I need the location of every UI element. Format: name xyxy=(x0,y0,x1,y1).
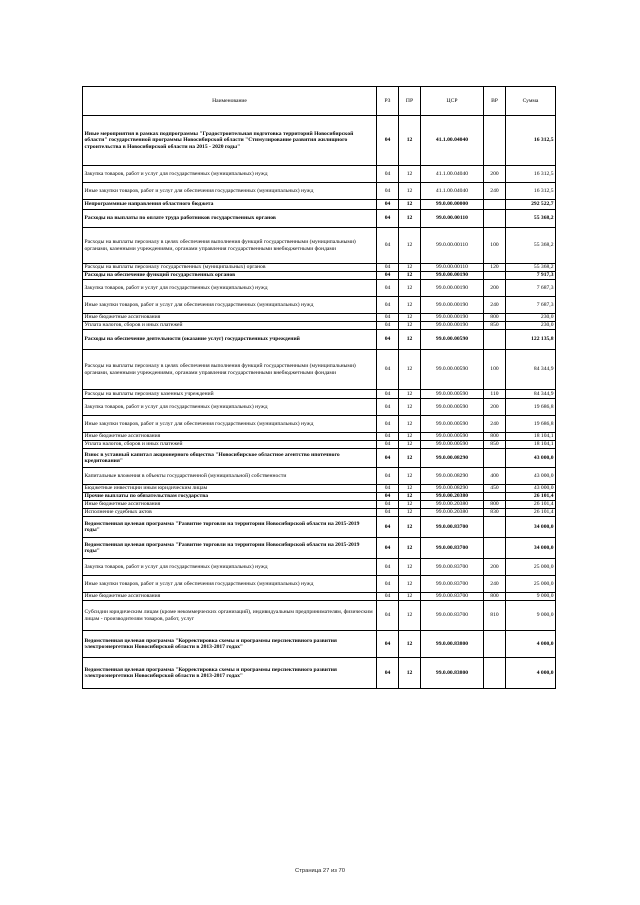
table-body xyxy=(83,116,556,689)
cell-rz: 04 xyxy=(377,441,399,449)
cell-csr: 99.0.00.20380 xyxy=(421,501,484,509)
table-row xyxy=(83,200,556,210)
cell-sum: 19 686,8 xyxy=(506,399,556,416)
cell-pr: 12 xyxy=(399,314,421,322)
cell-name: Иные бюджетные ассигнования xyxy=(83,593,377,601)
cell-rz: 04 xyxy=(377,559,399,576)
cell-csr: 99.0.00.00190 xyxy=(421,297,484,314)
cell-vr xyxy=(484,330,506,350)
table-row xyxy=(83,390,556,399)
cell-rz: 04 xyxy=(377,210,399,228)
cell-rz: 04 xyxy=(377,485,399,493)
cell-name: Расходы на выплаты персоналу государственных (муниципальных) органов xyxy=(83,264,377,272)
cell-rz: 04 xyxy=(377,330,399,350)
cell-rz: 04 xyxy=(377,297,399,314)
cell-vr: 100 xyxy=(484,350,506,390)
cell-rz: 04 xyxy=(377,509,399,517)
cell-sum: 230,0 xyxy=(506,322,556,330)
cell-rz: 04 xyxy=(377,116,399,166)
cell-sum: 7 917,3 xyxy=(506,272,556,280)
cell-name: Иные бюджетные ассигнования xyxy=(83,433,377,441)
cell-name: Иные бюджетные ассигнования xyxy=(83,314,377,322)
cell-rz: 04 xyxy=(377,449,399,468)
cell-name: Непрограммные направления областного бюджета xyxy=(83,200,377,210)
cell-csr: 99.0.00.00190 xyxy=(421,280,484,297)
cell-rz: 04 xyxy=(377,228,399,264)
cell-csr: 99.0.00.08290 xyxy=(421,468,484,485)
cell-pr: 12 xyxy=(399,322,421,330)
cell-vr: 810 xyxy=(484,601,506,631)
cell-rz: 04 xyxy=(377,658,399,689)
cell-name: Иные закупки товаров, работ и услуг для обеспечения государственных (муниципальных) нужд xyxy=(83,576,377,593)
table-row xyxy=(83,485,556,493)
cell-sum: 7 687,3 xyxy=(506,297,556,314)
cell-sum: 16 312,5 xyxy=(506,166,556,183)
cell-rz: 04 xyxy=(377,280,399,297)
cell-vr: 240 xyxy=(484,416,506,433)
cell-vr xyxy=(484,658,506,689)
cell-csr: 99.0.00.08290 xyxy=(421,449,484,468)
cell-pr: 12 xyxy=(399,658,421,689)
table-row xyxy=(83,509,556,517)
cell-csr: 99.0.00.83700 xyxy=(421,601,484,631)
cell-sum: 16 312,5 xyxy=(506,183,556,200)
cell-name: Ведомственная целевая программа "Развитие торговли на территории Новосибирской области на 2015-2019 годы" xyxy=(83,538,377,559)
cell-sum: 34 000,0 xyxy=(506,538,556,559)
cell-sum: 18 104,1 xyxy=(506,433,556,441)
cell-name: Взнос в уставный капитал акционерного общества "Новосибирское областное агентство ипотечного кредитования" xyxy=(83,449,377,468)
cell-rz: 04 xyxy=(377,350,399,390)
cell-name: Исполнение судебных актов xyxy=(83,509,377,517)
table-row xyxy=(83,433,556,441)
cell-csr: 99.0.00.00590 xyxy=(421,441,484,449)
table-row xyxy=(83,593,556,601)
cell-sum: 43 000,0 xyxy=(506,468,556,485)
cell-csr: 99.0.00.00590 xyxy=(421,399,484,416)
page-number: Страница 27 из 70 xyxy=(295,868,345,874)
cell-pr: 12 xyxy=(399,183,421,200)
cell-csr: 41.1.00.04040 xyxy=(421,166,484,183)
cell-name: Иные мероприятия в рамках подпрограммы "Градостроительная подготовка территорий Новосибирской области" государственной программы Новосибирской области "Стимулирование развития жилищного строительства в Новосибирской области на 2015 - 2020 годы" xyxy=(83,116,377,166)
cell-sum: 55 368,2 xyxy=(506,210,556,228)
cell-csr: 99.0.00.00190 xyxy=(421,322,484,330)
cell-rz: 04 xyxy=(377,314,399,322)
table-row xyxy=(83,330,556,350)
table-row xyxy=(83,517,556,538)
cell-name: Расходы на обеспечение деятельности (оказание услуг) государственных учреждений xyxy=(83,330,377,350)
cell-vr: 200 xyxy=(484,559,506,576)
table-row xyxy=(83,493,556,501)
table-row xyxy=(83,350,556,390)
cell-name: Капитальные вложения в объекты государственной (муниципальной) собственности xyxy=(83,468,377,485)
cell-pr: 12 xyxy=(399,468,421,485)
cell-csr: 99.0.00.00590 xyxy=(421,416,484,433)
cell-pr: 12 xyxy=(399,601,421,631)
table-row xyxy=(83,576,556,593)
cell-name: Ведомственная целевая программа "Развитие торговли на территории Новосибирской области на 2015-2019 годы" xyxy=(83,517,377,538)
cell-sum: 19 686,8 xyxy=(506,416,556,433)
cell-csr: 99.0.00.83700 xyxy=(421,517,484,538)
cell-pr: 12 xyxy=(399,593,421,601)
cell-pr: 12 xyxy=(399,485,421,493)
cell-vr: 240 xyxy=(484,183,506,200)
cell-pr: 12 xyxy=(399,200,421,210)
table-header-row xyxy=(83,87,556,116)
cell-sum: 4 000,0 xyxy=(506,658,556,689)
table-row xyxy=(83,183,556,200)
cell-vr: 120 xyxy=(484,264,506,272)
cell-rz: 04 xyxy=(377,322,399,330)
cell-sum: 25 000,0 xyxy=(506,559,556,576)
cell-csr: 99.0.00.83700 xyxy=(421,538,484,559)
cell-pr: 12 xyxy=(399,297,421,314)
cell-vr xyxy=(484,493,506,501)
table-row xyxy=(83,210,556,228)
cell-rz: 04 xyxy=(377,631,399,658)
cell-vr xyxy=(484,631,506,658)
cell-sum: 34 000,0 xyxy=(506,517,556,538)
cell-sum: 25 000,0 xyxy=(506,576,556,593)
cell-sum: 9 000,0 xyxy=(506,601,556,631)
cell-pr: 12 xyxy=(399,272,421,280)
cell-vr: 240 xyxy=(484,297,506,314)
cell-csr: 41.1.00.04040 xyxy=(421,116,484,166)
table-row xyxy=(83,264,556,272)
cell-rz: 04 xyxy=(377,501,399,509)
cell-name: Расходы на выплаты по оплате труда работников государственных органов xyxy=(83,210,377,228)
table-row xyxy=(83,559,556,576)
cell-rz: 04 xyxy=(377,517,399,538)
cell-pr: 12 xyxy=(399,501,421,509)
cell-name: Расходы на обеспечение функций государственных органов xyxy=(83,272,377,280)
cell-pr: 12 xyxy=(399,280,421,297)
cell-pr: 12 xyxy=(399,228,421,264)
header-sum: Сумма xyxy=(506,87,556,116)
cell-pr: 12 xyxy=(399,210,421,228)
cell-vr: 200 xyxy=(484,166,506,183)
cell-name: Уплата налогов, сборов и иных платежей xyxy=(83,322,377,330)
table-row xyxy=(83,166,556,183)
cell-sum: 84 344,9 xyxy=(506,350,556,390)
cell-name: Иные закупки товаров, работ и услуг для обеспечения государственных (муниципальных) нужд xyxy=(83,297,377,314)
cell-csr: 99.0.00.00590 xyxy=(421,390,484,399)
cell-csr: 99.0.00.00190 xyxy=(421,272,484,280)
table-row xyxy=(83,501,556,509)
cell-csr: 99.0.00.00590 xyxy=(421,433,484,441)
cell-vr: 240 xyxy=(484,576,506,593)
cell-csr: 99.0.00.08290 xyxy=(421,485,484,493)
cell-rz: 04 xyxy=(377,416,399,433)
cell-csr: 99.0.00.83700 xyxy=(421,576,484,593)
cell-vr xyxy=(484,210,506,228)
cell-vr: 830 xyxy=(484,509,506,517)
cell-name: Иные закупки товаров, работ и услуг для обеспечения государственных (муниципальных) нужд xyxy=(83,183,377,200)
cell-name: Уплата налогов, сборов и иных платежей xyxy=(83,441,377,449)
header-name: Наименование xyxy=(83,87,377,116)
header-csr: ЦСР xyxy=(421,87,484,116)
cell-name: Закупка товаров, работ и услуг для государственных (муниципальных) нужд xyxy=(83,166,377,183)
cell-rz: 04 xyxy=(377,390,399,399)
cell-pr: 12 xyxy=(399,441,421,449)
cell-pr: 12 xyxy=(399,166,421,183)
table-row xyxy=(83,280,556,297)
cell-sum: 26 101,4 xyxy=(506,501,556,509)
cell-rz: 04 xyxy=(377,468,399,485)
cell-vr: 110 xyxy=(484,390,506,399)
cell-vr: 100 xyxy=(484,228,506,264)
cell-vr xyxy=(484,272,506,280)
cell-rz: 04 xyxy=(377,272,399,280)
cell-name: Прочие выплаты по обязательствам государства xyxy=(83,493,377,501)
cell-vr: 850 xyxy=(484,441,506,449)
cell-vr: 800 xyxy=(484,593,506,601)
cell-csr: 99.0.00.00590 xyxy=(421,350,484,390)
cell-sum: 292 522,7 xyxy=(506,200,556,210)
cell-vr: 800 xyxy=(484,314,506,322)
header-rz: РЗ xyxy=(377,87,399,116)
cell-pr: 12 xyxy=(399,631,421,658)
cell-pr: 12 xyxy=(399,538,421,559)
cell-pr: 12 xyxy=(399,416,421,433)
cell-name: Ведомственная целевая программа "Корректировка схемы и программы перспективного развития электроэнергетики Новосибирской области в 2013-2017 годах" xyxy=(83,658,377,689)
cell-pr: 12 xyxy=(399,433,421,441)
cell-csr: 99.0.00.83700 xyxy=(421,559,484,576)
cell-rz: 04 xyxy=(377,576,399,593)
cell-vr: 850 xyxy=(484,322,506,330)
cell-sum: 4 000,0 xyxy=(506,631,556,658)
table-row xyxy=(83,228,556,264)
cell-rz: 04 xyxy=(377,593,399,601)
cell-vr xyxy=(484,200,506,210)
cell-csr: 99.0.00.00190 xyxy=(421,314,484,322)
cell-csr: 99.0.00.00110 xyxy=(421,264,484,272)
cell-pr: 12 xyxy=(399,493,421,501)
cell-sum: 43 000,0 xyxy=(506,449,556,468)
cell-rz: 04 xyxy=(377,166,399,183)
cell-name: Ведомственная целевая программа "Корректировка схемы и программы перспективного развития электроэнергетики Новосибирской области в 2013-2017 годах" xyxy=(83,631,377,658)
cell-pr: 12 xyxy=(399,559,421,576)
cell-rz: 04 xyxy=(377,399,399,416)
table-row xyxy=(83,449,556,468)
cell-vr: 200 xyxy=(484,280,506,297)
table-row xyxy=(83,601,556,631)
table-row xyxy=(83,322,556,330)
cell-csr: 99.0.00.20380 xyxy=(421,509,484,517)
cell-pr: 12 xyxy=(399,330,421,350)
cell-name: Иные закупки товаров, работ и услуг для обеспечения государственных (муниципальных) нужд xyxy=(83,416,377,433)
cell-name: Закупка товаров, работ и услуг для государственных (муниципальных) нужд xyxy=(83,559,377,576)
cell-sum: 26 101,4 xyxy=(506,509,556,517)
cell-pr: 12 xyxy=(399,264,421,272)
cell-pr: 12 xyxy=(399,509,421,517)
cell-vr xyxy=(484,517,506,538)
cell-sum: 55 368,2 xyxy=(506,228,556,264)
table-row xyxy=(83,631,556,658)
cell-rz: 04 xyxy=(377,264,399,272)
cell-sum: 9 000,0 xyxy=(506,593,556,601)
cell-name: Бюджетные инвестиции иным юридическим лицам xyxy=(83,485,377,493)
cell-vr xyxy=(484,116,506,166)
table-row xyxy=(83,297,556,314)
cell-csr: 99.0.00.20380 xyxy=(421,493,484,501)
cell-name: Закупка товаров, работ и услуг для государственных (муниципальных) нужд xyxy=(83,280,377,297)
table-row xyxy=(83,399,556,416)
cell-csr: 41.1.00.04040 xyxy=(421,183,484,200)
cell-vr: 800 xyxy=(484,501,506,509)
cell-sum: 55 368,2 xyxy=(506,264,556,272)
cell-sum: 7 687,3 xyxy=(506,280,556,297)
cell-name: Закупка товаров, работ и услуг для государственных (муниципальных) нужд xyxy=(83,399,377,416)
cell-csr: 99.0.00.83800 xyxy=(421,658,484,689)
cell-name: Иные бюджетные ассигнования xyxy=(83,501,377,509)
cell-vr: 200 xyxy=(484,399,506,416)
cell-pr: 12 xyxy=(399,449,421,468)
cell-rz: 04 xyxy=(377,601,399,631)
cell-vr: 400 xyxy=(484,468,506,485)
cell-csr: 99.0.00.00110 xyxy=(421,228,484,264)
cell-pr: 12 xyxy=(399,576,421,593)
cell-vr xyxy=(484,449,506,468)
table-row xyxy=(83,272,556,280)
cell-csr: 99.0.00.00000 xyxy=(421,200,484,210)
cell-vr xyxy=(484,538,506,559)
cell-pr: 12 xyxy=(399,517,421,538)
table-row xyxy=(83,314,556,322)
cell-sum: 84 344,9 xyxy=(506,390,556,399)
cell-name: Расходы на выплаты персоналу казенных учреждений xyxy=(83,390,377,399)
budget-table xyxy=(82,86,556,689)
header-pr: ПР xyxy=(399,87,421,116)
cell-name: Расходы на выплаты персоналу в целях обеспечения выполнения функций государственными (муниципальными) органами, казенными учреждениями, органами управления государственными внебюджетными фондами xyxy=(83,350,377,390)
cell-csr: 99.0.00.83700 xyxy=(421,593,484,601)
cell-pr: 12 xyxy=(399,116,421,166)
cell-sum: 230,0 xyxy=(506,314,556,322)
cell-pr: 12 xyxy=(399,399,421,416)
table-row xyxy=(83,468,556,485)
table-row xyxy=(83,441,556,449)
cell-rz: 04 xyxy=(377,200,399,210)
cell-vr: 450 xyxy=(484,485,506,493)
cell-name: Расходы на выплаты персоналу в целях обеспечения выполнения функций государственными (муниципальными) органами, казенными учреждениями, органами управления государственными внебюджетными фондами xyxy=(83,228,377,264)
cell-csr: 99.0.00.00110 xyxy=(421,210,484,228)
cell-sum: 16 312,5 xyxy=(506,116,556,166)
table-row xyxy=(83,538,556,559)
cell-pr: 12 xyxy=(399,350,421,390)
cell-rz: 04 xyxy=(377,183,399,200)
table-row xyxy=(83,416,556,433)
table-row xyxy=(83,116,556,166)
header-vr: ВР xyxy=(484,87,506,116)
cell-sum: 26 101,4 xyxy=(506,493,556,501)
cell-sum: 18 104,1 xyxy=(506,441,556,449)
cell-rz: 04 xyxy=(377,493,399,501)
cell-vr: 800 xyxy=(484,433,506,441)
cell-pr: 12 xyxy=(399,390,421,399)
cell-csr: 99.0.00.83800 xyxy=(421,631,484,658)
cell-name: Субсидии юридическим лицам (кроме некоммерческих организаций), индивидуальным предпринимателям, физическим лицам - производителям товаров, работ, услуг xyxy=(83,601,377,631)
cell-rz: 04 xyxy=(377,433,399,441)
cell-sum: 122 135,8 xyxy=(506,330,556,350)
cell-csr: 99.0.00.00590 xyxy=(421,330,484,350)
cell-rz: 04 xyxy=(377,538,399,559)
table-row xyxy=(83,658,556,689)
cell-sum: 43 000,0 xyxy=(506,485,556,493)
